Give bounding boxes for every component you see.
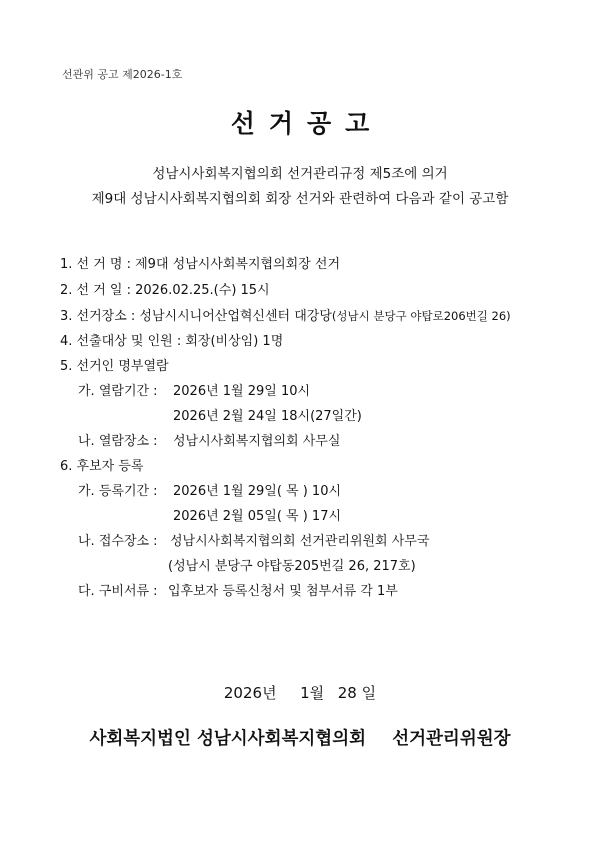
item-election-date: 2. 선 거 일 : 2026.02.25.(수) 15시 (60, 283, 270, 298)
registration-place-value: 성남시사회복지협의회 선거관리위원회 사무국 (170, 534, 430, 549)
date-year: 2026년 (223, 684, 277, 702)
roster-period-label: 가. 열람기간 : (78, 384, 158, 399)
item-election-target: 4. 선출대상 및 인원 : 회장(비상임) 1명 (60, 334, 284, 349)
issuer-organization: 사회복지법인 성남시사회복지협의회 (89, 729, 367, 749)
registration-period-start: 2026년 1월 29일( 목 ) 10시 (173, 484, 342, 499)
required-docs-value: 입후보자 등록신청서 및 첨부서류 각 1부 (168, 584, 398, 599)
required-docs-label: 다. 구비서류 : (78, 584, 158, 599)
item-candidate-registration: 6. 후보자 등록 (60, 459, 144, 474)
roster-place-label: 나. 열람장소 : (78, 434, 158, 449)
item-election-venue (60, 305, 511, 324)
roster-period-end: 2026년 2월 24일 18시(27일간) (173, 409, 362, 424)
item-election-name: 1. 선 거 명 : 제9대 성남시사회복지협의회장 선거 (60, 257, 341, 272)
registration-place-address: (성남시 분당구 야탑동205번길 26, 217호) (168, 559, 416, 574)
venue-name: 3. 선거장소 : 성남시시니어산업혁신센터 대강당 (60, 309, 332, 324)
announcement-date (0, 682, 600, 703)
intro-line-2: 제9대 성남시사회복지협의회 회장 선거와 관련하여 다음과 같이 공고함 (91, 191, 509, 207)
document-title: 선거공고 (230, 109, 384, 138)
registration-period-label: 가. 등록기간 : (78, 484, 158, 499)
registration-place-label: 나. 접수장소 : (78, 534, 158, 549)
document-number: 선관위 공고 제2026-1호 (62, 68, 183, 81)
registration-period-end: 2026년 2월 05일( 목 ) 17시 (173, 509, 342, 524)
date-day: 28 일 (337, 684, 377, 702)
date-month: 1월 (300, 684, 325, 702)
intro-line-1: 성남시사회복지협의회 선거관리규정 제5조에 의거 (152, 166, 448, 182)
issuer-signature-line (0, 725, 600, 750)
roster-period-start: 2026년 1월 29일 10시 (173, 384, 311, 399)
issuer-role: 선거관리위원장 (392, 729, 511, 749)
item-voter-roster: 5. 선거인 명부열람 (60, 359, 169, 374)
venue-address: (성남시 분당구 야탑로206번길 26) (331, 309, 511, 323)
roster-place-value: 성남시사회복지협의회 사무실 (173, 434, 341, 449)
